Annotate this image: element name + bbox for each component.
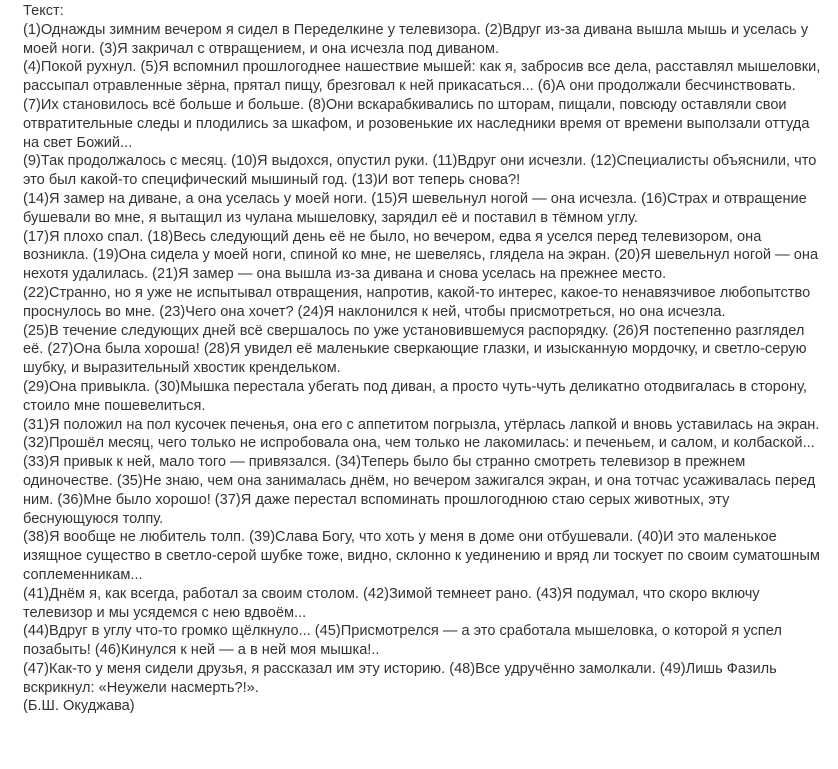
paragraph: (38)Я вообще не любитель толп. (39)Слава Богу, что хоть у меня в доме они отбушевали. (40)И это маленькое изящное существо в светло-серой шубке тоже, видно, склонно к уединению и вряд ли тоскует по своим суматошным соплеменникам... xyxy=(23,529,820,583)
paragraph: (32)Прошёл месяц, чего только не испробовала она, чем только не лакомилась: и печеньем, и салом, и колбаской... (33)Я привык к ней, мало того — привязался. (34)Теперь было бы странно смотреть телевизор в прежнем одиночестве. (35)Не знаю, чем она занималась днём, но вечером зажигался экран, и она тотчас усаживалась перед ним. (36)Мне было хорошо! (37)Я даже перестал вспоминать прошлогоднюю стаю серых животных, эту беснующуюся толпу. xyxy=(23,435,816,527)
paragraph: (14)Я замер на диване, а она уселась у моей ноги. (15)Я шевельнул ногой — она исчезла. (16)Страх и отвращение бушевали во мне, я вытащил из чулана мышеловку, зарядил её и поставил в тёмном углу. xyxy=(23,190,807,226)
paragraph: (47)Как-то у меня сидели друзья, я рассказал им эту историю. (48)Все удручённо замолкали. (49)Лишь Фазиль вскрикнул: «Неужели насмерть?!». xyxy=(23,660,777,696)
paragraph: (25)В течение следующих дней всё свершалось по уже установившемуся распорядку. (26)Я постепенно разглядел её. (27)Она была хороша! (28)Я увидел её маленькие сверкающие глазки, и изысканную мордочку, и светло-серую шубку, и выразительный хвостик крендельком. xyxy=(23,322,807,377)
paragraph: (29)Она привыкла. (30)Мышка перестала убегать под диван, а просто чуть-чуть деликатно отодвигалась в сторону, стоило мне пошевелиться. xyxy=(23,378,807,414)
paragraph: (22)Странно, но я уже не испытывал отвращения, напротив, какой-то интерес, какое-то ненавязчивое любопытство проснулось во мне. (23)Чего она хочет? (24)Я наклонился к ней, чтобы присмотреться, но она исчезла. xyxy=(23,284,811,320)
paragraph: (9)Так продолжалось с месяц. (10)Я выдохся, опустил руки. (11)Вдруг они исчезли. (12)Специалисты объяснили, что это был какой-то специфический мышиный год. (13)И вот теперь снова?! xyxy=(23,153,817,189)
paragraph: (44)Вдруг в углу что-то громко щёлкнуло... (45)Присмотрелся — а это сработала мышеловка, о которой я успел позабыть! (46)Кинулся к ней — а в ней моя мышка!.. xyxy=(23,623,782,659)
paragraph: (1)Однажды зимним вечером я сидел в Переделкине у телевизора. (2)Вдруг из-за дивана вышла мышь и уселась у моей ноги. (3)Я закричал с отвращением, и она исчезла под диваном. xyxy=(23,21,809,57)
paragraph: (4)Покой рухнул. (5)Я вспомнил прошлогоднее нашествие мышей: как я, забросив все дела, расставлял мышеловки, рассыпал отравленные зёрна, прятал пищу, брезговал к ней прикасаться... (6)А они продолжали бесчинствовать. (7)Их становилось всё больше и больше. (8)Они вскарабкивались по шторам, пищали, повсюду оставляли свои отвратительные следы и плодились за шкафом, и розовенькие их наследники время от времени выползали оттуда на свет Божий... xyxy=(23,59,821,151)
paragraph: (17)Я плохо спал. (18)Весь следующий день её не было, но вечером, едва я уселся перед телевизором, она возникла. (19)Она сидела у моей ноги, спиной ко мне, не шевелясь, глядела на экран. (20)Я шевельнул ногой — она нехотя удалилась. (21)Я замер — она вышла из-за дивана и снова уселась на прежнее место. xyxy=(23,228,819,283)
document-title: Текст: xyxy=(23,3,64,19)
author-attribution: (Б.Ш. Окуджава) xyxy=(23,698,135,715)
paragraph: (31)Я положил на пол кусочек печенья, она его с аппетитом погрызла, утёрлась лапкой и вновь уставилась на экран. xyxy=(23,416,820,433)
paragraph: (41)Днём я, как всегда, работал за своим столом. (42)Зимой темнеет рано. (43)Я подумал, что скоро включу телевизор и мы усядемся с нею вдвоём... xyxy=(23,585,760,621)
